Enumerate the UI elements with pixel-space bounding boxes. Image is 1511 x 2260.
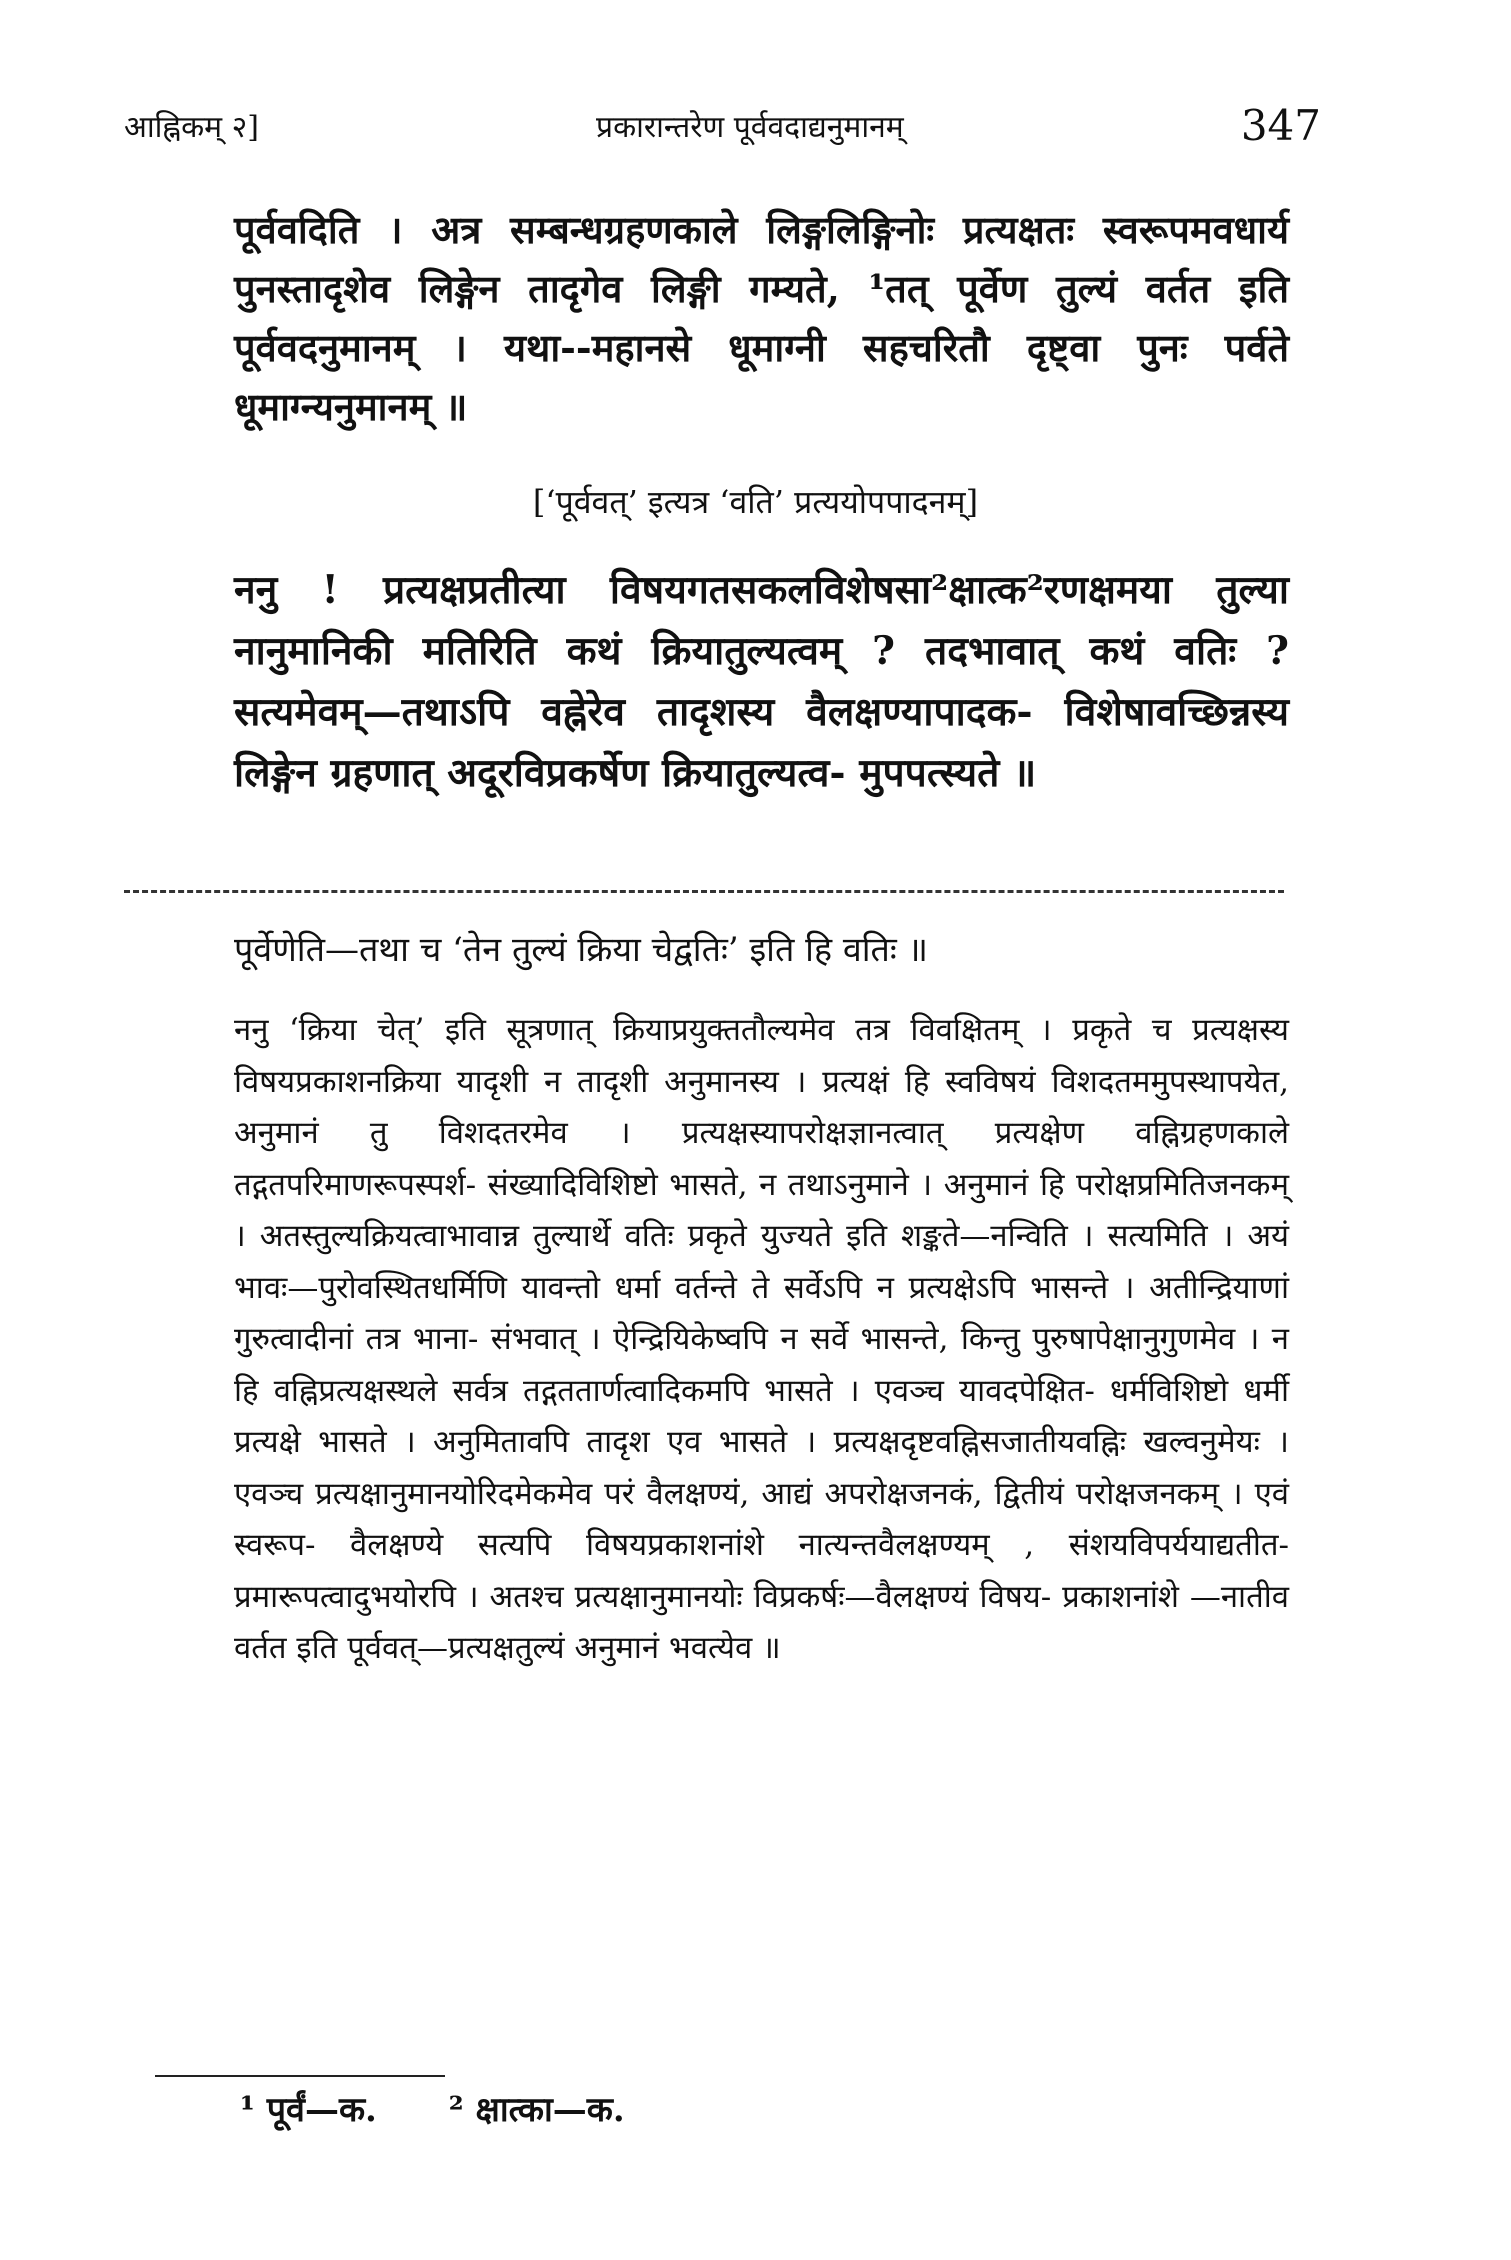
- commentary-paragraph: [124, 1005, 1289, 1675]
- main-text-paragraph-1: [124, 200, 1289, 436]
- commentary-heading: पूर्वेणेति—तथा च ‘तेन तुल्यं क्रिया चेद्वतिः’ इति हि वतिः ॥: [234, 930, 928, 970]
- dashed-divider: [124, 890, 1284, 893]
- page-number: 347: [1240, 100, 1321, 150]
- main-text-paragraph-2: [124, 560, 1289, 804]
- footnote-1: ¹ पूर्वं—क.: [240, 2090, 377, 2130]
- footnote-rule: [155, 2075, 445, 2077]
- footnote-2: ² क्षात्का—क.: [448, 2090, 625, 2130]
- section-subheading: [‘पूर्ववत्’ इत्यत्र ‘वति’ प्रत्ययोपपादनम्]: [532, 483, 979, 521]
- commentary-text: ननु ‘क्रिया चेत्’ इति सूत्रणात् क्रियाप्रयुक्ततौल्यमेव तत्र विवक्षितम् । प्रकृते च प्रत्यक्षस्य विषयप्रकाशनक्रिया यादृशी न तादृशी अनुमानस्य । प्रत्यक्षं हि स्वविषयं विशदतममुपस्थापयेत, अनुमानं तु विशदतरमेव । प्रत्यक्षस्यापरोक्षज्ञानत्वात् प्रत्यक्षेण वह्निग्रहणकाले तद्गतपरिमाणरूपस्पर्श- संख्यादिविशिष्टो भासते, न तथाऽनुमाने । अनुमानं हि परोक्षप्रमितिजनकम् । अतस्तुल्यक्रियत्वाभावान्न तुल्यार्थे वतिः प्रकृते युज्यते इति शङ्कते—नन्विति । सत्यमिति । अयं भावः—पुरोवस्थितधर्मिणि यावन्तो धर्मा वर्तन्ते ते सर्वेऽपि न प्रत्यक्षेऽपि भासन्ते । अतीन्द्रियाणां गुरुत्वादीनां तत्र भाना- संभवात् । ऐन्द्रियिकेष्वपि न सर्वे भासन्ते, किन्तु पुरुषापेक्षानुगुणमेव । न हि वह्निप्रत्यक्षस्थले सर्वत्र तद्गततार्णत्वादिकमपि भासते । एवञ्च यावदपेक्षित- धर्मविशिष्टो धर्मी प्रत्यक्षे भासते । अनुमितावपि तादृश एव भासते । प्रत्यक्षदृष्टवह्निसजातीयवह्निः खल्वनुमेयः । एवञ्च प्रत्यक्षानुमानयोरिदमेकमेव परं वैलक्षण्यं, आद्यं अपरोक्षजनकं, द्वितीयं परोक्षजनकम् । एवं स्वरूप- वैलक्षण्ये सत्यपि विषयप्रकाशनांशे नात्यन्तवैलक्षण्यम् , संशयविपर्ययाद्यतीत- प्रमारूपत्वादुभयोरपि । अतश्च प्रत्यक्षानुमानयोः विप्रकर्षः—वैलक्षण्यं विषय- प्रकाशनांशे —नातीव वर्तत इति पूर्ववत्—प्रत्यक्षतुल्यं अनुमानं भवत्येव ॥: [234, 1012, 1289, 1666]
- paragraph-text: ननु ! प्रत्यक्षप्रतीत्या विषयगतसकलविशेषसा²क्षात्क²रणक्षमया तुल्या नानुमानिकी मतिरिति कथं क्रियातुल्यत्वम् ? तदभावात् कथं वतिः ? सत्यमेवम्—तथाऽपि वह्नेरेव तादृशस्य वैलक्षण्यापादक- विशेषावच्छिन्नस्य लिङ्गेन ग्रहणात् अदूरविप्रकर्षेण क्रियातुल्यत्व- मुपपत्स्यते ॥: [234, 567, 1289, 796]
- header-title: प्रकारान्तरेण पूर्ववदाद्यनुमानम्: [596, 109, 904, 145]
- footnotes: [240, 2085, 685, 2131]
- header-left: आह्निकम् २]: [124, 109, 259, 145]
- running-header: [124, 100, 1321, 150]
- paragraph-text: पूर्ववदिति । अत्र सम्बन्धग्रहणकाले लिङ्गलिङ्गिनोः प्रत्यक्षतः स्वरूपमवधार्य पुनस्तादृशेव लिङ्गेन तादृगेव लिङ्गी गम्यते, ¹तत् पूर्वेण तुल्यं वर्तत इति पूर्ववदनुमानम् । यथा--महानसे धूमाग्नी सहचरितौ दृष्ट्वा पुनः पर्वते धूमाग्न्यनुमानम् ॥: [234, 207, 1289, 429]
